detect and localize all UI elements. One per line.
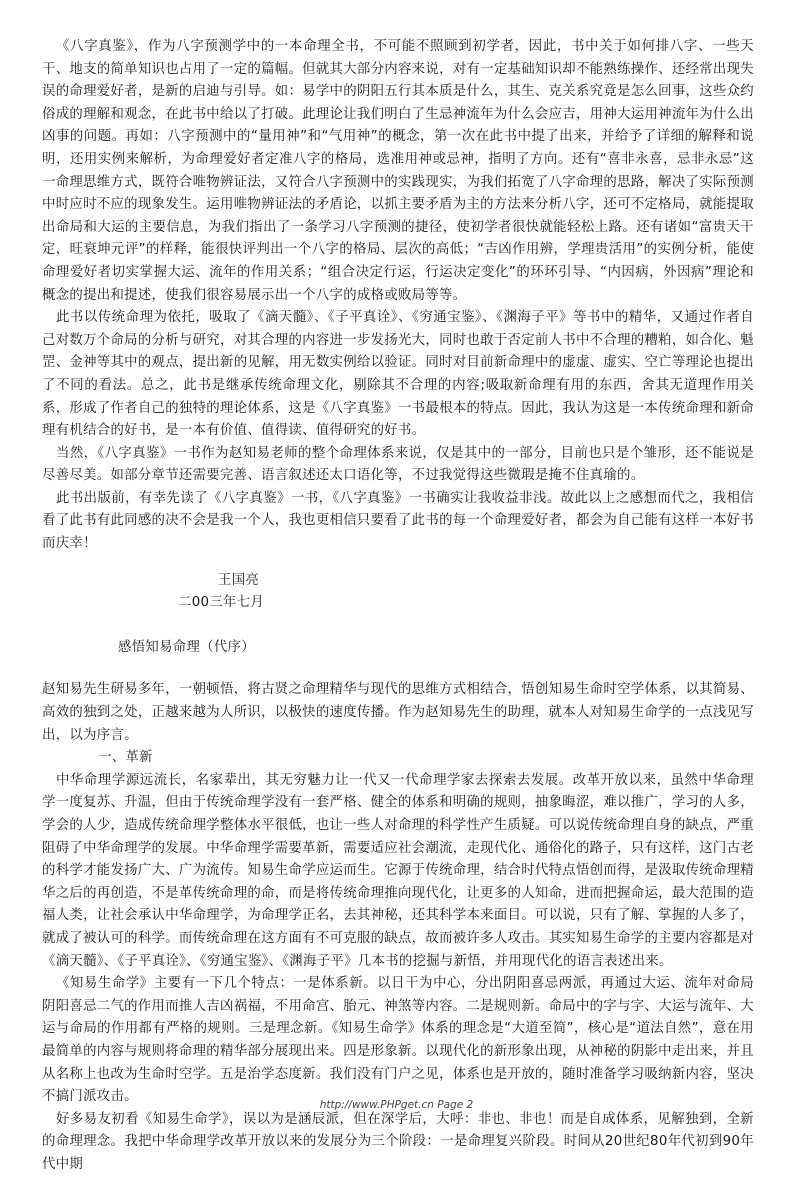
section-title: 感悟知易命理（代序）	[118, 639, 255, 655]
paragraph-4: 此书出版前，有幸先读了《八字真鉴》一书，《八字真鉴》一书确实让我收益非浅。故此以上之感想而代之，我相信看了此书有此同感的决不会是我一个人，我也更相信只要看了此书的每一个命理爱好者，都会为自己能有这样一本好书而庆幸！	[42, 490, 754, 552]
section-heading: 一、革新	[98, 750, 153, 766]
paragraph-1: 《八字真鉴》，作为八字预测学中的一本命理全书，不可能不照顾到初学者，因此，书中关于如何排八字、一些天干、地支的简单知识也占用了一定的篇幅。但就其大部分内容来说，对有一定基础知识却不能熟练操作、还经常出现失误的命理爱好者，是新的启迪与引导。如：易学中的阴阳五行其本质是什么，其生、克关系究竟是怎么回事，这些众约俗成的理解和观念，在此书中给以了打破。此理论让我们明白了生忌神流年为什么会应吉，用神大运用神流年为什么出凶事的问题。再如：八字预测中的“量用神”和“气用神”的概念，第一次在此书中提了出来，并给予了详细的解释和说明，还用实例来解析，为命理爱好者定准八字的格局，选准用神或忌神，指明了方向。还有“喜非永喜，忌非永忌”这一命理思维方式，既符合唯物辨证法，又符合八字预测中的实践现实，为我们拓宽了八字命理的思路，解决了实际预测中时应时不应的现象发生。运用唯物辨证法的矛盾论，以抓主要矛盾为主的方法来分析八字，还可不定格局，就能提取出命局和大运的主要信息，为我们指出了一条学习八字预测的捷径，使初学者很快就能轻松上路。还有诸如“富贵天干定，旺衰坤元评”的样释，能很快评判出一个八字的格局、层次的高低；“吉凶作用辨，学理贵活用”的实例分析，能使命理爱好者切实掌握大运、流年的作用关系；“组合决定行运，行运决定变化”的环环引导、“内因病，外因病”理论和概念的提出和提述，使我们很容易展示出一个八字的成格或败局等等。	[42, 39, 754, 303]
paragraph-2: 此书以传统命理为依托，吸取了《滴天髓》、《子平真诠》、《穷通宝鉴》、《渊海子平》等书中的精华，又通过作者自己对数万个命局的分析与研究，对其合理的内容进一步发扬光大，同时也敢于否定前人书中不合理的糟粕，如合化、魁罡、金神等其中的观点，提出新的见解，用无数实例给以验证。同时对目前新命理中的虚虚、虚实、空亡等理论也提出了不同的看法。总之，此书是继承传统命理文化，剔除其不合理的内容;吸取新命理有用的东西，舍其无道理作用关系，形成了作者自己的独特的理论体系，这是《八字真鉴》一书最根本的特点。因此，我认为这是一本传统命理和新命理有机结合的好书，是一本有价值、值得读、值得研究的好书。	[42, 310, 754, 439]
page-footer: http://www.PHPget.cn Page 2	[319, 1099, 474, 1111]
section-paragraph-3: 好多易友初看《知易生命学》，误以为是涵辰派，但在深学后，大呼：非也、非也！而是自成体系，见解独到，全新的命理理念。我把中华命理学改革开放以来的发展分为三个阶段：一是命理复兴阶段。时间从20世纪80年代初到90年代中期	[42, 1111, 754, 1172]
signature-date: 二00三年七月	[178, 595, 265, 611]
section-paragraph-1: 中华命理学源远流长，名家辈出，其无穷魅力让一代又一代命理学家去探索去发展。改革开放以来，虽然中华命理学一度复苏、升温，但由于传统命理学没有一套严格、健全的体系和明确的规则，抽象晦涩，难以推广，学习的人多，学会的人少，造成传统命理学整体水平很低，也让一些人对命理的科学性产生质疑。可以说传统命理自身的缺点，严重阻碍了中华命理学的发展。中华命理学需要革新，需要适应社会潮流，走现代化、通俗化的路子，只有这样，这门古老的科学才能发扬广大、广为流传。知易生命学应运而生。它源于传统命理，结合时代特点悟创而得，是汲取传统命理精华之后的再创造，不是革传统命理的命，而是将传统命理推向现代化，让更多的人知命，进而把握命运，最大范围的造福人类，让社会承认中华命理学，为命理学正名，去其神秘，还其科学本来面目。可以说，只有了解、掌握的人多了，就成了被认可的科学。而传统命理在这方面有不可克服的缺点，故而被许多人攻击。其实知易生命学的主要内容都是对《滴天髓》、《子平真诠》、《穷通宝鉴》、《渊海子平》几本书的挖掘与新悟，并用现代化的语言表述出来。	[42, 772, 754, 969]
document-body	[42, 36, 754, 1177]
section-intro: 赵知易先生研易多年，一朝顿悟，将古贤之命理精华与现代的思维方式相结合，悟创知易生命时空学体系，以其简易、高效的独到之处，正越来越为人所识，以极快的速度传播。作为赵知易先生的助理，就本人对知易生命学的一点浅见写出，以为序言。	[42, 682, 754, 743]
signature-name: 王国亮	[218, 572, 260, 588]
paragraph-3: 当然，《八字真鉴》一书作为赵知易老师的整个命理体系来说，仅是其中的一部分，目前也只是个雏形，还不能说是尽善尽美。如部分章节还需要完善、语言叙述还太口语化等，不过我觉得这些微瑕是掩不住真瑜的。	[42, 445, 754, 484]
section-paragraph-2: 《知易生命学》主要有一下几个特点：一是体系新。以日干为中心，分出阴阳喜忌两派，再通过大运、流年对命局阴阳喜忌二气的作用而推人吉凶祸福，不用命宫、胎元、神煞等内容。二是规则新。命局中的字与字、大运与流年、大运与命局的作用都有严格的规则。三是理念新。《知易生命学》体系的理念是“大道至简”，核心是“道法自然”，意在用最简单的内容与规则将命理的精华部分展现出来。四是形象新。以现代化的新形象出现，从神秘的阴影中走出来，并且从名称上也改为生命时空学。五是治学态度新。我们没有门户之见，体系也是开放的，随时准备学习吸纳新内容，坚决不搞门派攻击。	[42, 976, 754, 1105]
